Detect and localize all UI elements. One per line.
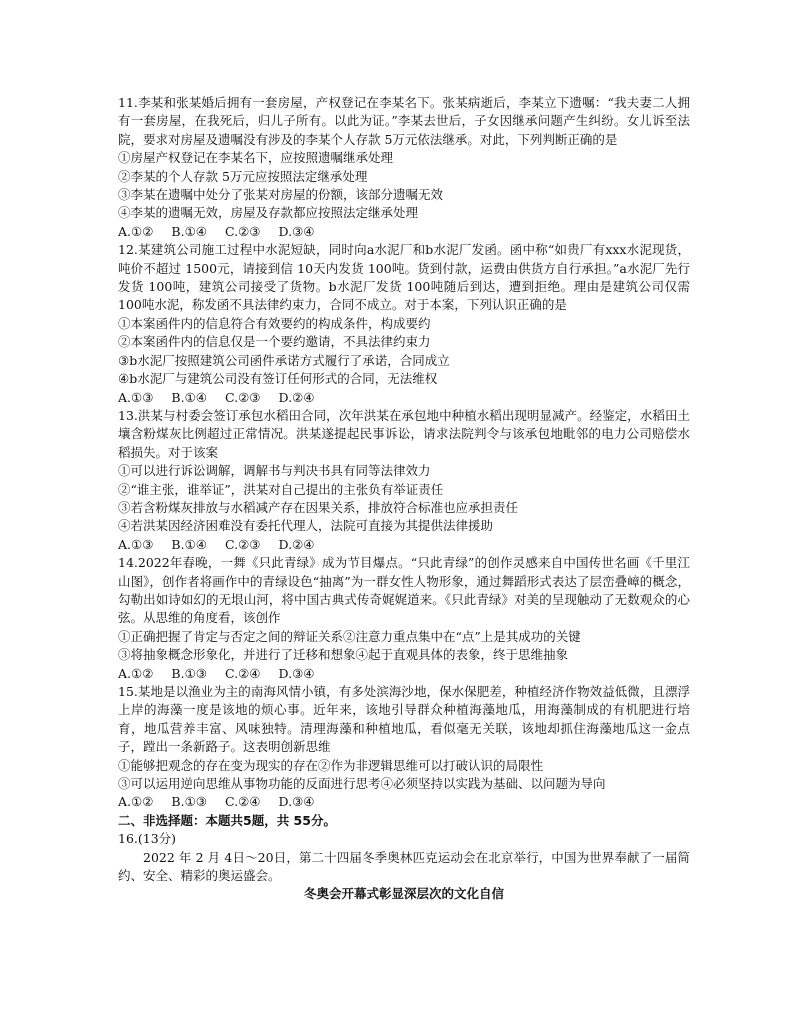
question-stem: 12.某建筑公司施工过程中水泥短缺，同时向a水泥厂和b水泥厂发函。函中称“如贵厂有xxx水泥现货，吨价不超过 1500元，请接到信 10天内发货 100吨。货到付款，运费由供货方自行承担。”a水泥厂先行发货 100吨，建筑公司接受了货物。b水泥厂发货 100吨随后到达，遭到拒绝。理由是建筑公司仅需 100吨水泥，称发函不具法律约束力，合同不成立。对于本案，下列认识正确的是 (118, 242, 690, 313)
option: ③若含粉煤灰排放与水稻减产存在因果关系，排放符合标准也应承担责任 (118, 499, 519, 515)
choice-c: C.②④ (225, 665, 261, 681)
choice-c: C.②③ (225, 389, 261, 405)
option: ②本案函件内的信息仅是一个要约邀请，不具法律约束力 (118, 334, 431, 350)
option: ①房屋产权登记在李某名下，应按照遗嘱继承处理 (118, 150, 394, 166)
question-15 (118, 683, 690, 812)
answer-choices (118, 389, 690, 407)
choice-a: A.①② (118, 665, 154, 681)
choice-b: B.①④ (171, 536, 207, 552)
option: ②李某的个人存款 5万元应按照法定继承处理 (118, 168, 368, 184)
question-14 (118, 554, 690, 683)
option: ③李某在遗嘱中处分了张某对房屋的份额，该部分遗嘱无效 (118, 187, 444, 203)
choice-a: A.①② (118, 794, 154, 810)
answer-choices (118, 793, 690, 811)
exam-content (118, 94, 690, 904)
question-label: 16.(13分) (118, 831, 177, 847)
choice-c: C.②④ (225, 794, 261, 810)
option: ③将抽象概念形象化，并进行了迁移和想象④起于直观具体的表象，终于思维抽象 (118, 647, 569, 663)
question-12 (118, 241, 690, 407)
question-stem: 15.某地是以渔业为主的南海风情小镇，有多处滨海沙地，保水保肥差，种植经济作物效益低微，且漂浮上岸的海藻一度是该地的烦心事。近年来，该地引导群众种植海藻地瓜，用海藻制成的有机肥进行培育，地瓜营养丰富、风味独特。清理海藻和种植地瓜，看似毫无关联，该地却抓住海藻地瓜这一金点子，蹚出一条新路子。这表明创新思维 (118, 684, 690, 755)
material-subtitle: 冬奥会开幕式彰显深层次的文化自信 (303, 886, 504, 902)
option: ①可以进行诉讼调解，调解书与判决书具有同等法律效力 (118, 463, 431, 479)
choice-a: A.①② (118, 223, 154, 239)
option: ③可以运用逆向思维从事物功能的反面进行思考④必须坚持以实践为基础、以问题为导向 (118, 776, 606, 792)
choice-a: A.①③ (118, 389, 154, 405)
choice-b: B.①④ (171, 389, 207, 405)
question-stem: 13.洪某与村委会签订承包水稻田合同，次年洪某在承包地中种植水稻出现明显减产。经鉴定，水稻田土壤含粉煤灰比例超过正常情况。洪某遂提起民事诉讼，请求法院判令与该承包地毗邻的电力公司赔偿水稻损失。对于该案 (118, 407, 690, 460)
choice-b: B.①③ (171, 665, 207, 681)
option: ②“谁主张，谁举证”，洪某对自己提出的主张负有举证责任 (118, 481, 444, 497)
choice-b: B.①③ (171, 794, 207, 810)
question-stem: 11.李某和张某婚后拥有一套房屋，产权登记在李某名下。张某病逝后，李某立下遗嘱：“我夫妻二人拥有一套房屋，在我死后，归儿子所有。以此为证。”李某去世后，子女因继承问题产生纠纷。女儿诉至法院，要求对房屋及遗嘱没有涉及的李某个人存款 5万元依法继承。对此，下列判断正确的是 (118, 95, 690, 147)
choice-d: D.②④ (278, 536, 315, 552)
choice-c: C.②③ (225, 223, 261, 239)
option: ①正确把握了肯定与否定之间的辩证关系②注意力重点集中在“点”上是其成功的关键 (118, 628, 581, 644)
question-16 (118, 830, 690, 904)
choice-d: D.②④ (278, 389, 315, 405)
choice-d: D.③④ (278, 794, 315, 810)
option: ④若洪某因经济困难没有委托代理人，法院可直接为其提供法律援助 (118, 518, 494, 534)
answer-choices (118, 536, 690, 554)
option: ①本案函件内的信息符合有效要约的构成条件，构成要约 (118, 315, 431, 331)
option: ③b水泥厂按照建筑公司函件承诺方式履行了承诺，合同成立 (118, 352, 450, 368)
choice-a: A.①③ (118, 536, 154, 552)
choice-d: D.③④ (278, 665, 315, 681)
answer-choices (118, 223, 690, 241)
question-11 (118, 94, 690, 241)
choice-c: C.②③ (225, 536, 261, 552)
section-heading: 二、非选择题：本题共5题，共 55分。 (118, 812, 336, 828)
option: ①能够把观念的存在变为现实的存在②作为非逻辑思维可以打破认识的局限性 (118, 757, 544, 773)
question-material: 2022 年 2 月 4日～20日，第二十四届冬季奥林匹克运动会在北京举行，中国为世界奉献了一届简约、安全、精彩的奥运盛会。 (118, 849, 690, 884)
question-13 (118, 407, 690, 554)
choice-b: B.①④ (171, 223, 207, 239)
choice-d: D.③④ (278, 223, 315, 239)
question-stem: 14.2022年春晚，一舞《只此青绿》成为节目爆点。“只此青绿”的创作灵感来自中国传世名画《千里江山图》，创作者将画作中的青绿设色“抽离”为一群女性人物形象，通过舞蹈形式表达了层峦叠嶂的概念，勾勒出如诗如幻的无垠山河，将中国古典式传奇娓娓道来。《只此青绿》对美的呈现触动了无数观众的心弦。从思维的角度看，该创作 (118, 555, 690, 626)
option: ④李某的遗嘱无效，房屋及存款都应按照法定继承处理 (118, 205, 419, 221)
option: ④b水泥厂与建筑公司没有签订任何形式的合同，无法维权 (118, 371, 438, 387)
answer-choices (118, 665, 690, 683)
